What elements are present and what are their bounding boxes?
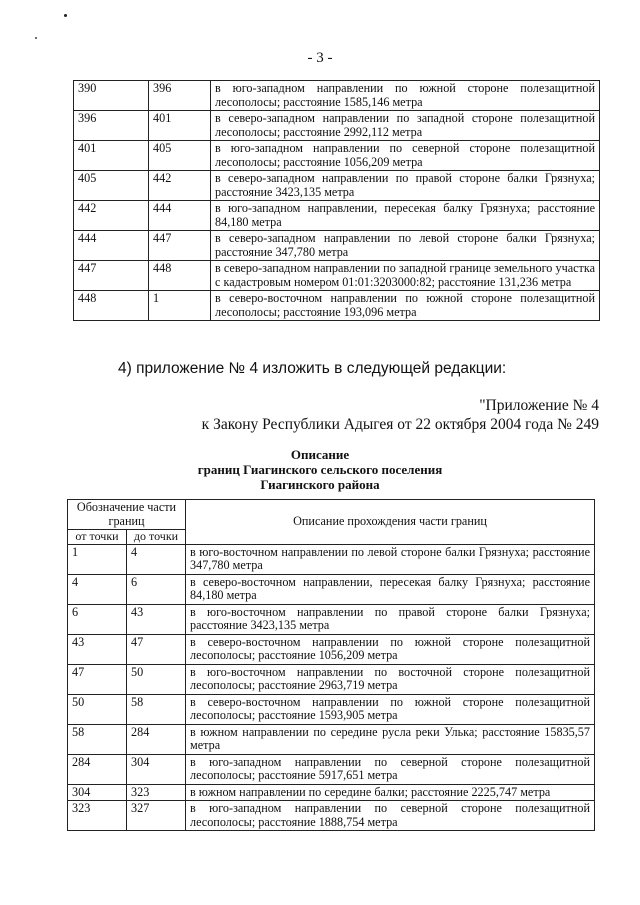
point-from: 47 bbox=[68, 664, 127, 694]
segment-description: в северо-западном направлении по левой стороне балки Грязнуха; расстояние 347,780 метра bbox=[211, 231, 600, 261]
table-row bbox=[68, 754, 595, 784]
point-to: 401 bbox=[149, 111, 211, 141]
segment-description: в юго-западном направлении по северной стороне полезащитной лесополосы; расстояние 1056,209 метра bbox=[211, 141, 600, 171]
segment-description: в юго-западном направлении по северной стороне полезащитной лесополосы; расстояние 1888,754 метра bbox=[186, 801, 595, 831]
table-row bbox=[74, 231, 600, 261]
scan-speck bbox=[64, 14, 67, 17]
segment-description: в северо-восточном направлении по южной стороне полезащитной лесополосы; расстояние 1593,905 метра bbox=[186, 694, 595, 724]
table-row bbox=[74, 171, 600, 201]
point-to: 304 bbox=[127, 754, 186, 784]
point-from: 444 bbox=[74, 231, 149, 261]
point-from: 323 bbox=[68, 801, 127, 831]
point-from: 1 bbox=[68, 544, 127, 574]
point-from: 447 bbox=[74, 261, 149, 291]
point-from: 401 bbox=[74, 141, 149, 171]
point-from: 43 bbox=[68, 634, 127, 664]
table-row bbox=[74, 291, 600, 321]
segment-description: в северо-восточном направлении, пересекая балку Грязнуха; расстояние 84,180 метра bbox=[186, 574, 595, 604]
point-to: 47 bbox=[127, 634, 186, 664]
table-row bbox=[74, 81, 600, 111]
table-row bbox=[68, 634, 595, 664]
segment-description: в северо-восточном направлении по южной стороне полезащитной лесополосы; расстояние 1056,209 метра bbox=[186, 634, 595, 664]
segment-description: в северо-восточном направлении по южной стороне полезащитной лесополосы; расстояние 193,096 метра bbox=[211, 291, 600, 321]
table-row bbox=[68, 544, 595, 574]
scan-speck bbox=[35, 37, 37, 39]
point-from: 284 bbox=[68, 754, 127, 784]
segment-description: в юго-восточном направлении по левой стороне балки Грязнуха; расстояние 347,780 метра bbox=[186, 544, 595, 574]
point-to: 448 bbox=[149, 261, 211, 291]
point-to: 447 bbox=[149, 231, 211, 261]
segment-description: в юго-восточном направлении по правой стороне балки Грязнуха; расстояние 3423,135 метра bbox=[186, 604, 595, 634]
table-row bbox=[68, 801, 595, 831]
segment-description: в юго-западном направлении по северной стороне полезащитной лесополосы; расстояние 5917,651 метра bbox=[186, 754, 595, 784]
segment-description: в северо-западном направлении по западной границе земельного участка с кадастровым номером 01:01:3203000:82; расстояние 131,236 метра bbox=[211, 261, 600, 291]
table-row bbox=[68, 724, 595, 754]
point-from: 58 bbox=[68, 724, 127, 754]
header-from-point: от точки bbox=[68, 530, 127, 545]
table-header-row bbox=[68, 500, 595, 530]
point-from: 448 bbox=[74, 291, 149, 321]
point-to: 43 bbox=[127, 604, 186, 634]
point-to: 442 bbox=[149, 171, 211, 201]
point-to: 323 bbox=[127, 784, 186, 801]
table-row bbox=[68, 604, 595, 634]
segment-description: в юго-западном направлении, пересекая балку Грязнуха; расстояние 84,180 метра bbox=[211, 201, 600, 231]
table-row bbox=[74, 201, 600, 231]
point-from: 405 bbox=[74, 171, 149, 201]
table-row bbox=[74, 261, 600, 291]
point-from: 50 bbox=[68, 694, 127, 724]
segment-description: в южном направлении по середине русла реки Улька; расстояние 15835,57 метра bbox=[186, 724, 595, 754]
header-description: Описание прохождения части границ bbox=[186, 500, 595, 545]
document-subtitle-district: Гиагинского района bbox=[260, 477, 380, 492]
amendment-text: 4) приложение № 4 изложить в следующей редакции: bbox=[118, 360, 507, 377]
appendix-reference: к Закону Республики Адыгея от 22 октября 2004 года № 249 bbox=[201, 416, 599, 433]
point-from: 396 bbox=[74, 111, 149, 141]
appendix-heading: "Приложение № 4 bbox=[479, 397, 599, 414]
table-row bbox=[68, 694, 595, 724]
page-number: - 3 - bbox=[307, 50, 333, 66]
point-from: 6 bbox=[68, 604, 127, 634]
document-subtitle: границ Гиагинского сельского поселения bbox=[197, 462, 443, 477]
point-from: 304 bbox=[68, 784, 127, 801]
table-row bbox=[68, 664, 595, 694]
table-row bbox=[74, 111, 600, 141]
point-to: 396 bbox=[149, 81, 211, 111]
point-to: 50 bbox=[127, 664, 186, 694]
segment-description: в северо-западном направлении по правой стороне балки Грязнуха; расстояние 3423,135 метра bbox=[211, 171, 600, 201]
boundary-description-table bbox=[67, 499, 595, 831]
point-to: 58 bbox=[127, 694, 186, 724]
segment-description: в юго-западном направлении по южной стороне полезащитной лесополосы; расстояние 1585,146 метра bbox=[211, 81, 600, 111]
header-to-point: до точки bbox=[127, 530, 186, 545]
point-from: 390 bbox=[74, 81, 149, 111]
segment-description: в южном направлении по середине балки; расстояние 2225,747 метра bbox=[186, 784, 595, 801]
segment-description: в северо-западном направлении по западной стороне полезащитной лесополосы; расстояние 2992,112 метра bbox=[211, 111, 600, 141]
point-to: 6 bbox=[127, 574, 186, 604]
point-to: 4 bbox=[127, 544, 186, 574]
point-to: 327 bbox=[127, 801, 186, 831]
header-boundary-part: Обозначение части границ bbox=[68, 500, 186, 530]
segment-description: в юго-восточном направлении по восточной стороне полезащитной лесополосы; расстояние 2963,719 метра bbox=[186, 664, 595, 694]
point-to: 444 bbox=[149, 201, 211, 231]
point-to: 1 bbox=[149, 291, 211, 321]
point-to: 405 bbox=[149, 141, 211, 171]
point-from: 4 bbox=[68, 574, 127, 604]
table-row bbox=[74, 141, 600, 171]
table-row bbox=[68, 574, 595, 604]
document-title: Описание bbox=[290, 447, 350, 462]
point-to: 284 bbox=[127, 724, 186, 754]
table-row bbox=[68, 784, 595, 801]
point-from: 442 bbox=[74, 201, 149, 231]
boundary-table-continued bbox=[73, 80, 600, 321]
